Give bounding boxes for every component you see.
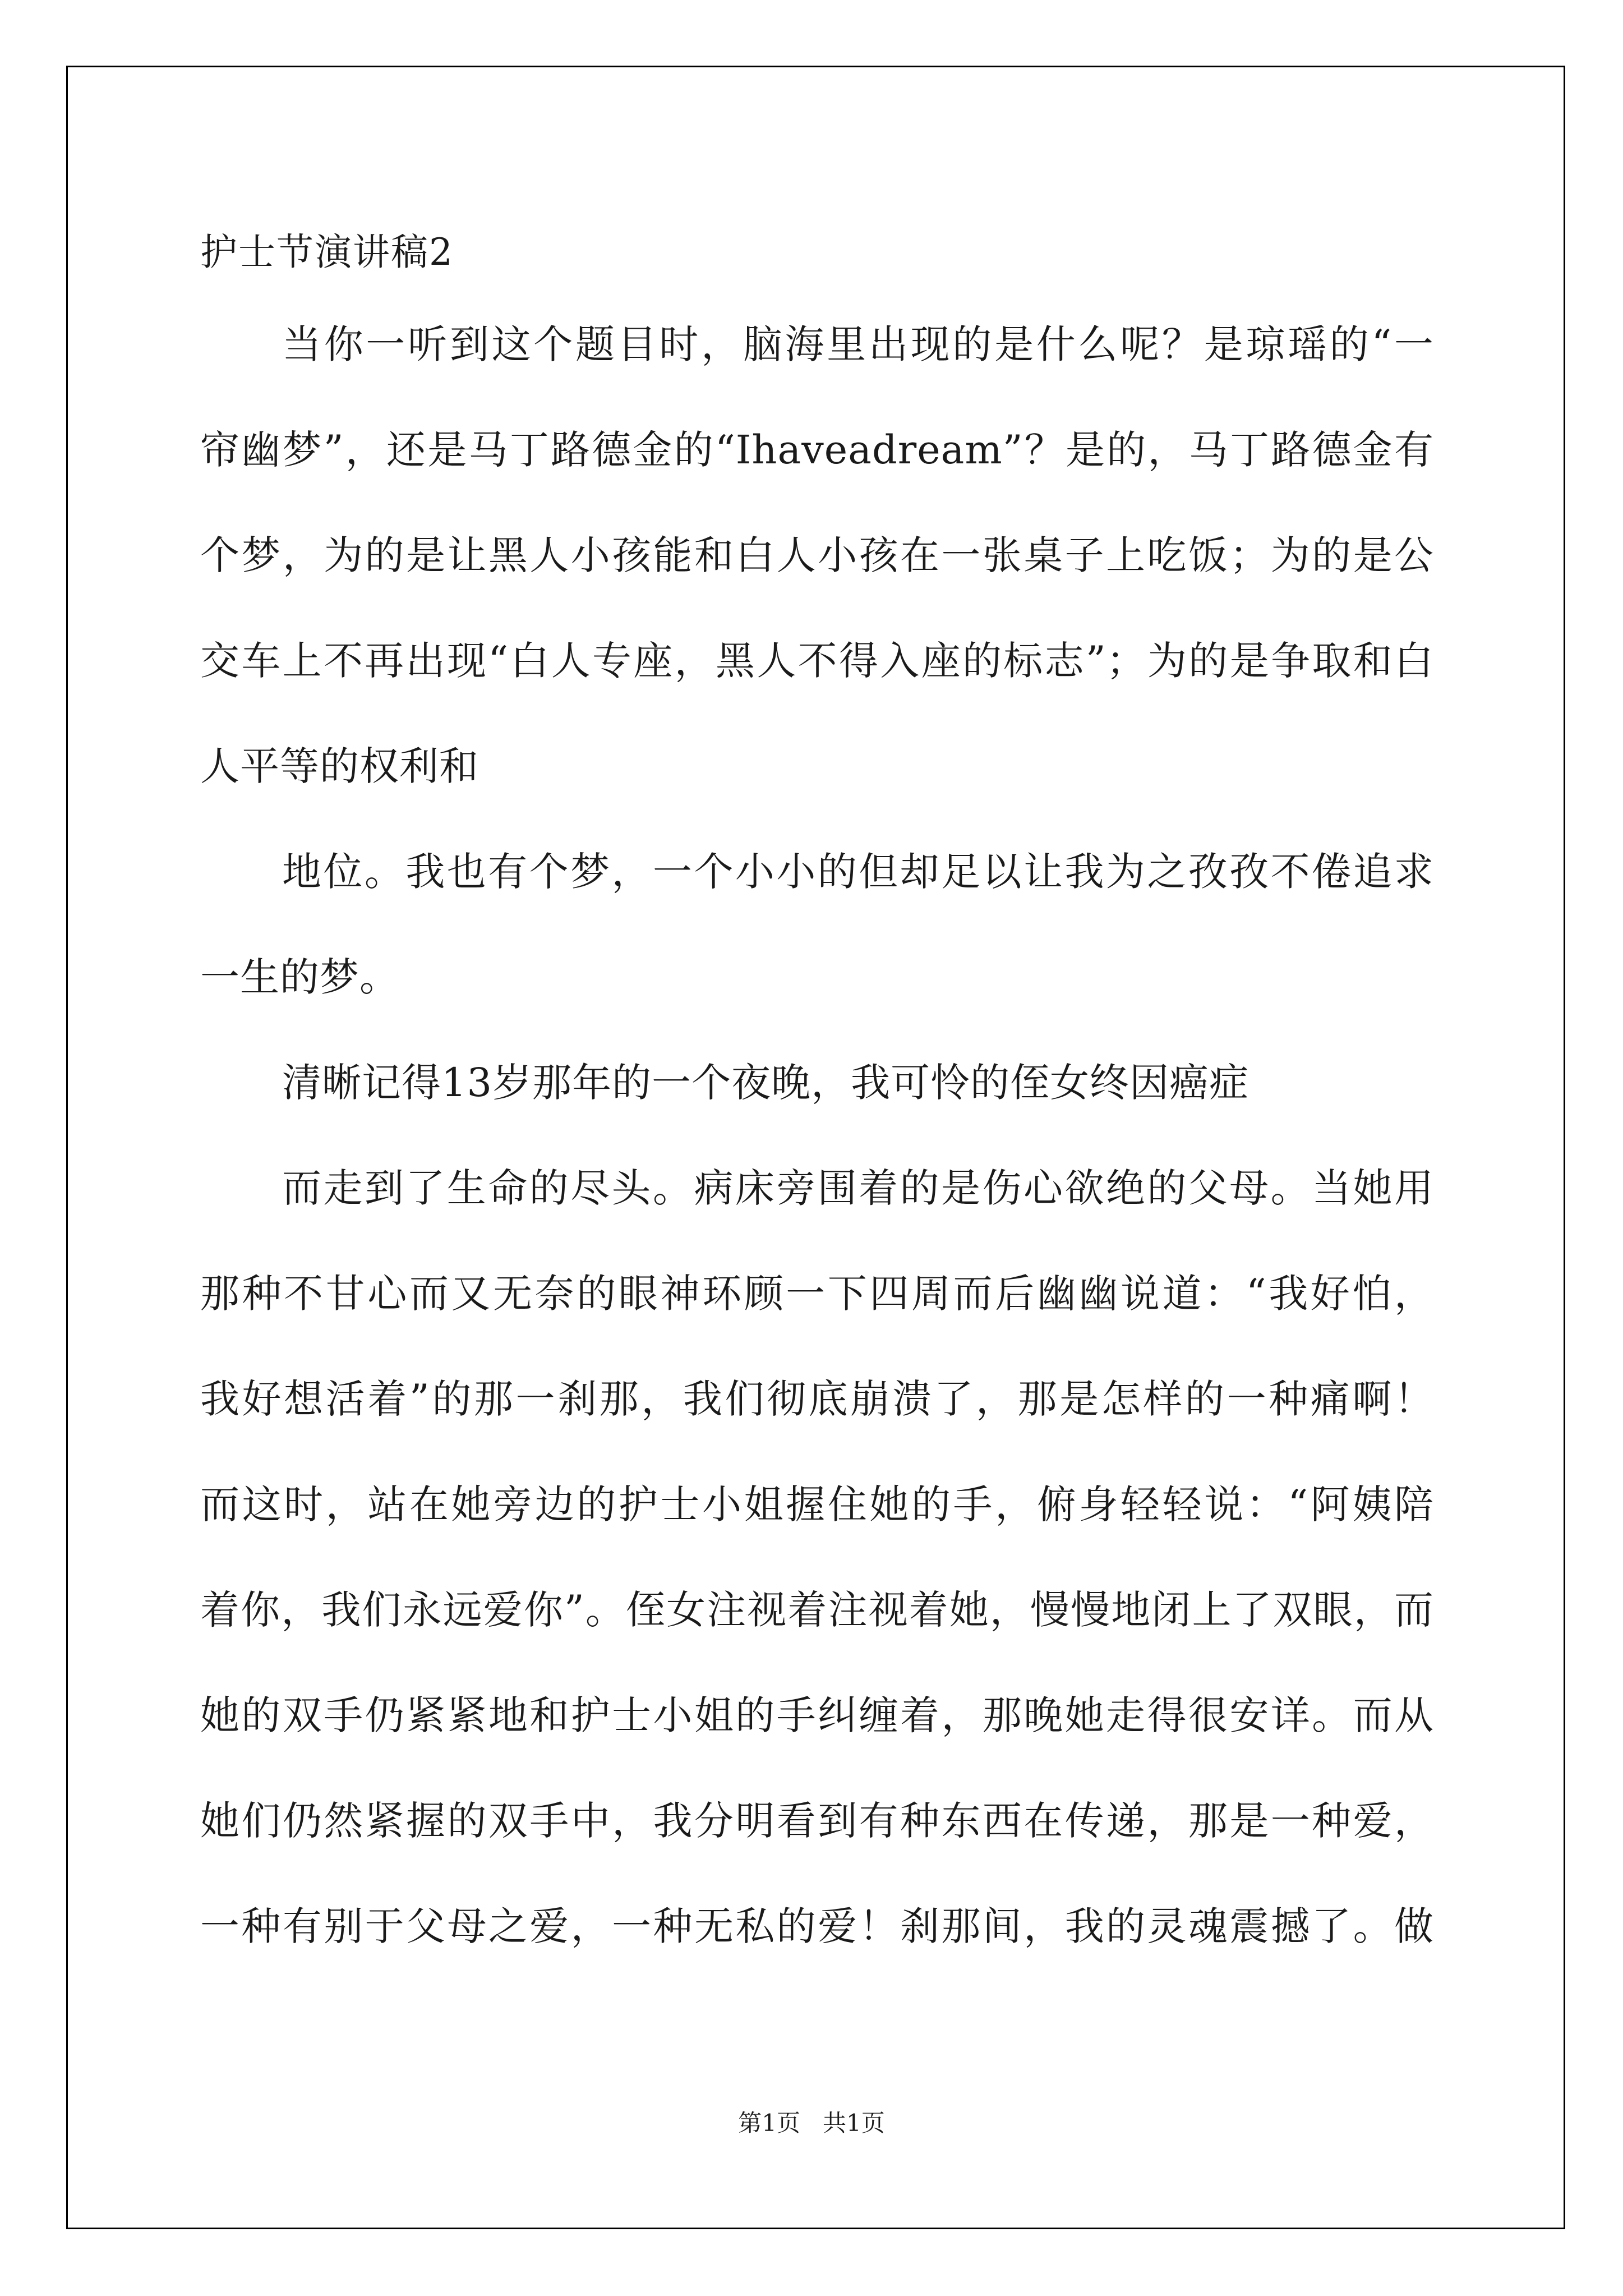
text-line: 而这时，站在她旁边的护士小姐握住她的手，俯身轻轻说：“阿姨陪 [200, 1481, 1434, 1527]
document-body [200, 213, 1434, 1979]
text-line: 帘幽梦”，还是马丁路德金的“Ihaveadream”？是的，马丁路德金有 [200, 427, 1434, 473]
text-line: 我好想活着”的那一刹那，我们彻底崩溃了，那是怎样的一种痛啊！ [200, 1376, 1434, 1422]
text-line: 一生的梦。 [200, 954, 399, 1000]
text-line: 交车上不再出现“白人专座，黑人不得入座的标志”；为的是争取和白 [200, 638, 1434, 684]
text-line: 那种不甘心而又无奈的眼神环顾一下四周而后幽幽说道：“我好怕， [200, 1271, 1434, 1317]
text-line: 她的双手仍紧紧地和护士小姐的手纠缠着，那晚她走得很安详。而从 [200, 1692, 1434, 1738]
paragraph-4 [200, 1135, 1434, 1979]
page-footer [0, 2106, 1623, 2140]
paragraph-2 [200, 819, 1434, 1030]
text-line: 而走到了生命的尽头。病床旁围着的是伤心欲绝的父母。当她用 [282, 1165, 1434, 1211]
paragraph-3 [200, 1030, 1434, 1135]
text-line: 当你一听到这个题目时，脑海里出现的是什么呢？是琼瑶的“一 [282, 321, 1434, 367]
page-total: 共1页 [823, 2109, 885, 2137]
text-line: 一种有别于父母之爱，一种无私的爱！刹那间，我的灵魂震撼了。做 [200, 1903, 1434, 1949]
page-number: 第1页 [738, 2109, 800, 2137]
text-line: 着你，我们永远爱你”。侄女注视着注视着她，慢慢地闭上了双眼，而 [200, 1587, 1434, 1633]
text-line: 她们仍然紧握的双手中，我分明看到有种东西在传递，那是一种爱， [200, 1798, 1434, 1844]
document-title: 护士节演讲稿2 [200, 231, 454, 274]
paragraph-1 [200, 292, 1434, 819]
text-line: 人平等的权利和 [200, 743, 479, 789]
text-line: 清晰记得13岁那年的一个夜晚，我可怜的侄女终因癌症 [282, 1060, 1249, 1106]
text-line: 个梦，为的是让黑人小孩能和白人小孩在一张桌子上吃饭；为的是公 [200, 532, 1434, 578]
text-line: 地位。我也有个梦，一个小小的但却足以让我为之孜孜不倦追求 [282, 849, 1434, 895]
